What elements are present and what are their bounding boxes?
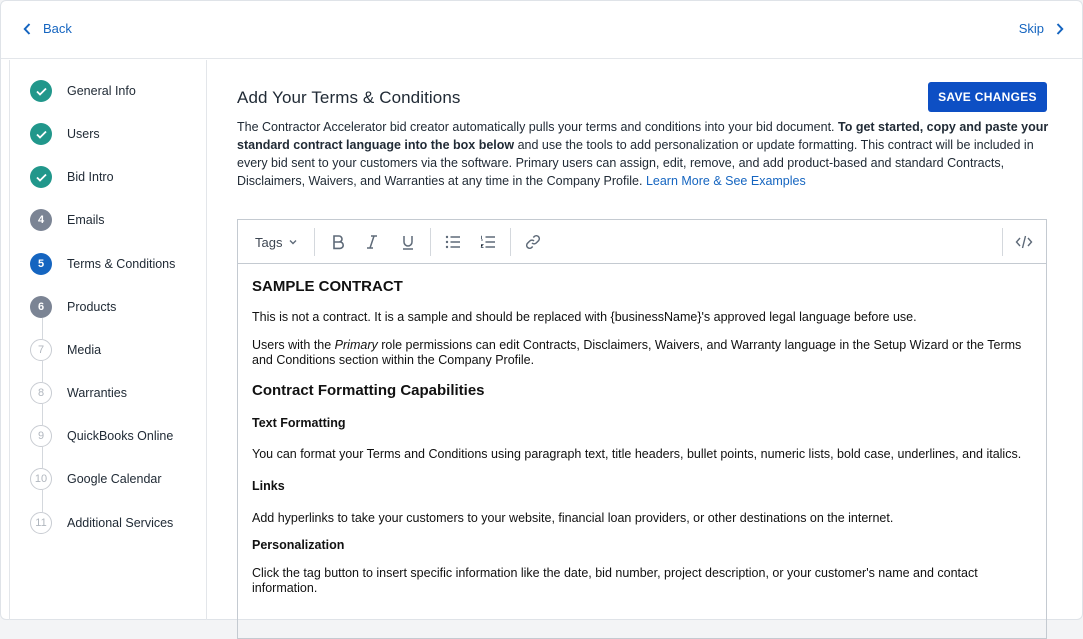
step-item[interactable]: [30, 252, 175, 276]
numbered-list-icon: [480, 235, 496, 249]
step-label: Bid Intro: [67, 170, 114, 184]
intro-part2: and use the tools to add personalization or update formatting. This contract will be included in every bid sent to your customers via the software. Primary users can assign, edit, remove, and add product-based and standard Contracts, Disclaimers, Waivers, and Warranties at any time in the Company Profile.: [237, 138, 1034, 188]
link-icon: [525, 234, 541, 250]
step-label: Warranties: [67, 386, 127, 400]
p2-italic: Primary: [334, 338, 378, 352]
toolbar-divider: [430, 228, 431, 256]
p2-after: role permissions can edit Contracts, Disclaimers, Waivers, and Warranty language in the Setup Wizard or the Terms and Conditions section within the Company Profile.: [252, 338, 1022, 367]
step-number: 10: [30, 468, 52, 490]
chevron-right-icon: [1056, 23, 1064, 35]
check-icon: [30, 80, 52, 102]
step-item[interactable]: [30, 122, 100, 146]
step-label: Terms & Conditions: [67, 257, 176, 271]
step-item[interactable]: [30, 338, 101, 362]
page-title: Add Your Terms & Conditions: [237, 88, 461, 107]
contract-section-title: Text Formatting: [252, 416, 346, 430]
step-connector: [42, 361, 43, 382]
step-item[interactable]: [30, 511, 173, 535]
check-icon: [30, 123, 52, 145]
intro-bold: To get started, copy and paste your standard contract language into the box below: [237, 120, 1049, 152]
contract-paragraph: This is not a contract. It is a sample and should be replaced with {businessName}'s approved legal language before use.: [252, 310, 917, 324]
step-label: General Info: [67, 84, 136, 98]
step-connector: [42, 490, 43, 512]
underline-button[interactable]: [398, 230, 418, 254]
back-label: Back: [43, 21, 72, 36]
underline-icon: [401, 234, 415, 250]
step-connector: [42, 447, 43, 468]
step-item[interactable]: [30, 381, 127, 405]
italic-icon: [365, 234, 379, 250]
step-number: 7: [30, 339, 52, 361]
tags-label: Tags: [255, 234, 283, 250]
step-label: Media: [67, 343, 102, 357]
learn-more-link[interactable]: Learn More & See Examples: [645, 174, 806, 188]
bold-button[interactable]: [328, 230, 348, 254]
step-item[interactable]: [30, 208, 105, 232]
contract-section-title: Personalization: [252, 538, 345, 552]
bullet-list-icon: [445, 235, 461, 249]
back-button[interactable]: [23, 21, 72, 36]
toolbar-divider: [1002, 228, 1003, 256]
contract-paragraph: Click the tag button to insert specific information like the date, bid number, project description, or your customer's name and contact information.: [252, 566, 978, 595]
save-changes-button[interactable]: SAVE CHANGES: [928, 82, 1047, 112]
step-label: Products: [67, 300, 117, 314]
code-view-button[interactable]: [1014, 230, 1034, 254]
step-connector: [42, 318, 43, 339]
italic-button[interactable]: [362, 230, 382, 254]
chevron-left-icon: [23, 23, 31, 35]
numbered-list-button[interactable]: [478, 230, 498, 254]
bold-icon: [331, 234, 345, 250]
skip-button[interactable]: [1019, 21, 1064, 36]
code-icon: [1015, 235, 1033, 249]
step-label: Emails: [67, 213, 105, 227]
step-item[interactable]: [30, 165, 114, 189]
check-icon: [30, 166, 52, 188]
bullet-list-button[interactable]: [443, 230, 463, 254]
step-label: QuickBooks Online: [67, 429, 174, 443]
step-item[interactable]: [30, 467, 162, 491]
intro-part1: The Contractor Accelerator bid creator automatically pulls your terms and conditions into your bid document.: [237, 120, 838, 134]
editor-toolbar: [238, 220, 1046, 264]
step-item[interactable]: [30, 79, 136, 103]
wizard-header: [1, 1, 1082, 59]
step-number: 5: [30, 253, 52, 275]
step-connector: [42, 404, 43, 425]
toolbar-divider: [510, 228, 511, 256]
step-item[interactable]: [30, 424, 173, 448]
intro-text: [237, 118, 1049, 190]
link-button[interactable]: [523, 230, 543, 254]
contract-heading: SAMPLE CONTRACT: [252, 278, 403, 295]
step-label: Users: [67, 127, 100, 141]
step-item[interactable]: [30, 295, 116, 319]
contract-paragraph: You can format your Terms and Conditions using paragraph text, title headers, bullet points, numeric lists, bold case, underlines, and italics.: [252, 447, 1022, 461]
chevron-down-icon: [289, 239, 297, 245]
step-label: Google Calendar: [67, 472, 162, 486]
step-label: Additional Services: [67, 516, 174, 530]
skip-label: Skip: [1018, 21, 1044, 36]
contract-editor: [237, 219, 1047, 639]
contract-subheading: Contract Formatting Capabilities: [252, 382, 485, 399]
toolbar-divider: [314, 228, 315, 256]
tags-dropdown[interactable]: [255, 230, 297, 254]
step-number: 9: [30, 425, 52, 447]
step-number: 8: [30, 382, 52, 404]
step-number: 11: [30, 512, 52, 534]
step-number: 6: [30, 296, 52, 318]
contract-section-title: Links: [252, 479, 285, 493]
p2-before: Users with the: [252, 338, 335, 352]
step-number: 4: [30, 209, 52, 231]
contract-paragraph: [252, 338, 1042, 368]
contract-paragraph: Add hyperlinks to take your customers to your website, financial loan providers, or other destinations on the internet.: [252, 511, 894, 525]
steps-sidebar: [9, 60, 207, 620]
